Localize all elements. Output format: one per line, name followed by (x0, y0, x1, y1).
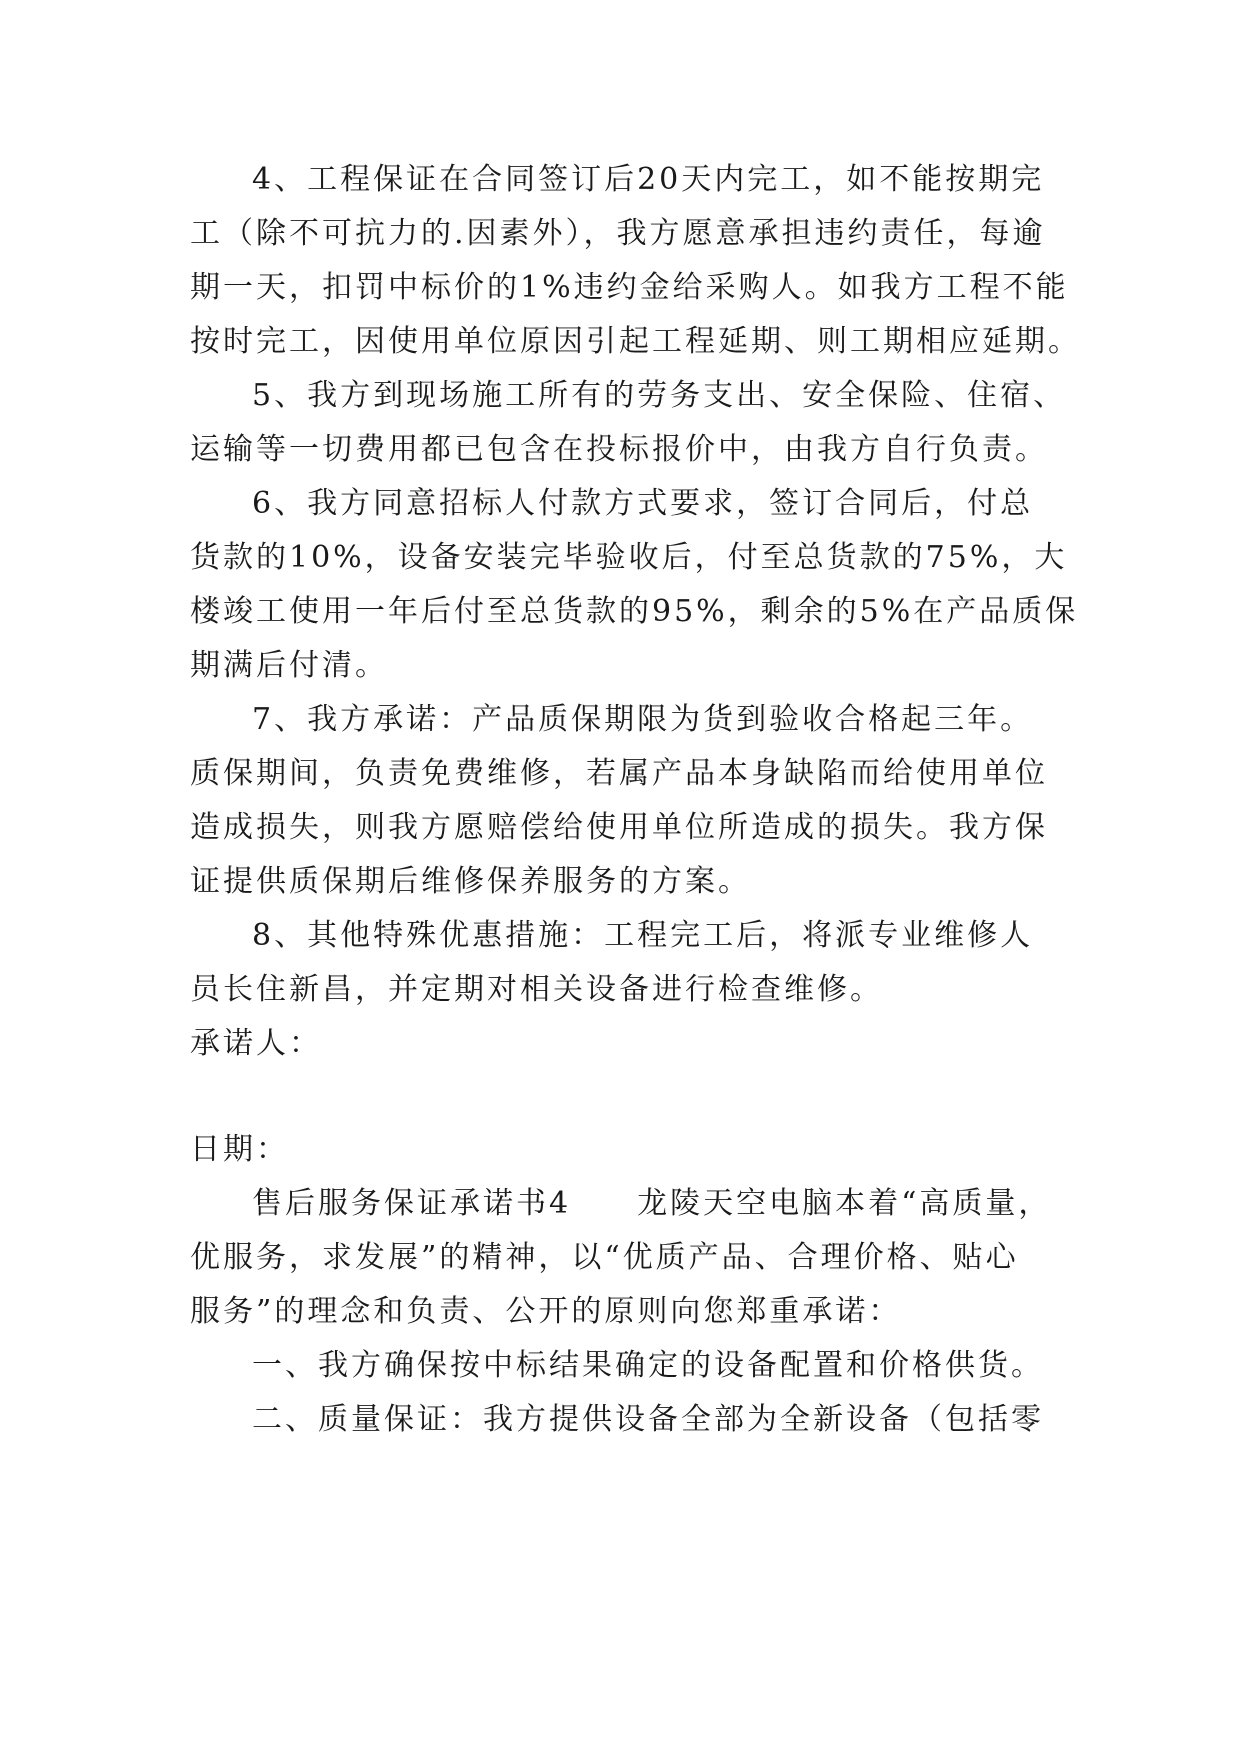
text-line: 一、我方确保按中标结果确定的设备配置和价格供货。 (252, 1348, 1044, 1383)
date-label: 日期： (190, 1132, 289, 1167)
text-line: 楼竣工使用一年后付至总货款的95%，剩余的5%在产品质保 (190, 594, 1079, 629)
text-line: 5、我方到现场施工所有的劳务支出、安全保险、住宿、 (252, 378, 1067, 413)
text-line: 造成损失，则我方愿赔偿给使用单位所造成的损失。我方保 (190, 810, 1048, 845)
text-line: 期满后付清。 (190, 648, 388, 683)
text-line: 证提供质保期后维修保养服务的方案。 (190, 864, 751, 899)
text-line: 售后服务保证承诺书4 龙陵天空电脑本着“高质量， (252, 1186, 1052, 1221)
text-line: 服务”的理念和负责、公开的原则向您郑重承诺： (190, 1294, 902, 1329)
promisor-label: 承诺人： (190, 1026, 322, 1061)
text-line: 4、工程保证在合同签订后20天内完工，如不能按期完 (252, 162, 1045, 197)
text-line: 按时完工，因使用单位原因引起工程延期、则工期相应延期。 (190, 324, 1081, 359)
text-line: 质保期间，负责免费维修，若属产品本身缺陷而给使用单位 (190, 756, 1048, 791)
text-line: 期一天，扣罚中标价的1%违约金给采购人。如我方工程不能 (190, 270, 1069, 305)
text-line: 优服务，求发展”的精神，以“优质产品、合理价格、贴心 (190, 1240, 1019, 1275)
text-line: 员长住新昌，并定期对相关设备进行检查维修。 (190, 972, 883, 1007)
text-line: 工（除不可抗力的.因素外），我方愿意承担违约责任，每逾 (190, 216, 1046, 251)
text-line: 运输等一切费用都已包含在投标报价中，由我方自行负责。 (190, 432, 1048, 467)
text-line: 二、质量保证：我方提供设备全部为全新设备（包括零 (252, 1402, 1044, 1437)
text-line: 7、我方承诺：产品质保期限为货到验收合格起三年。 (252, 702, 1034, 737)
text-line: 8、其他特殊优惠措施：工程完工后，将派专业维修人 (252, 918, 1034, 953)
text-line: 6、我方同意招标人付款方式要求，签订合同后，付总 (252, 486, 1034, 521)
text-line: 货款的10%，设备安装完毕验收后，付至总货款的75%，大 (190, 540, 1068, 575)
